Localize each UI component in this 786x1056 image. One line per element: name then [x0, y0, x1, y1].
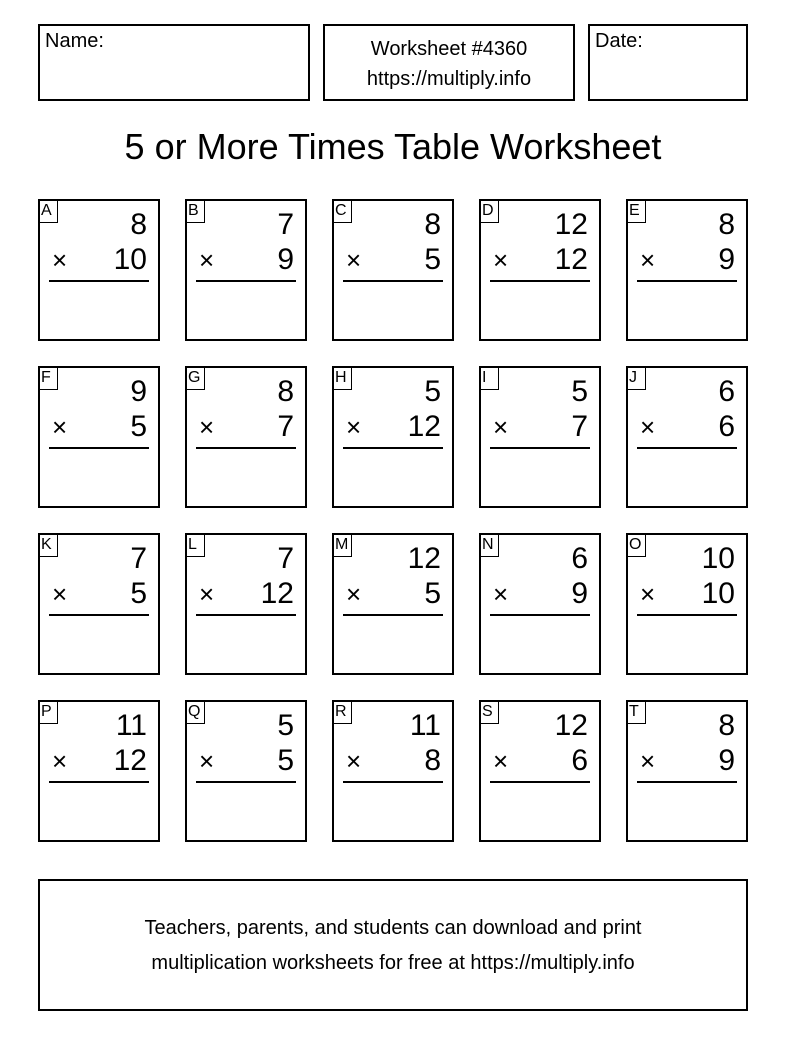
- problem-card: [38, 700, 160, 842]
- problem-letter: S: [479, 700, 499, 724]
- problem-letter: C: [332, 199, 352, 223]
- times-sign: ×: [640, 746, 656, 776]
- answer-line: [490, 614, 590, 616]
- multiplier: 12: [113, 744, 147, 777]
- times-sign: ×: [199, 412, 215, 442]
- multiplicand: 7: [130, 542, 147, 575]
- multiplicand: 8: [718, 208, 735, 241]
- footer-text: [40, 911, 746, 981]
- multiplicand: 5: [277, 709, 294, 742]
- problem-card: [479, 700, 601, 842]
- problem-letter: R: [332, 700, 352, 724]
- multiplier: 5: [130, 410, 147, 443]
- problem-letter: H: [332, 366, 352, 390]
- problem-letter: E: [626, 199, 646, 223]
- answer-line: [343, 614, 443, 616]
- problem-grid: [38, 199, 748, 842]
- footer-line-2: multiplication worksheets for free at https://multiply.info: [151, 952, 635, 974]
- problem-card: [479, 199, 601, 341]
- times-sign: ×: [199, 579, 215, 609]
- answer-line: [343, 781, 443, 783]
- times-sign: ×: [493, 245, 509, 275]
- problem-letter: F: [38, 366, 58, 390]
- problem-letter: O: [626, 533, 646, 557]
- multiplier: 9: [571, 577, 588, 610]
- multiplier: 5: [424, 577, 441, 610]
- multiplicand: 7: [277, 542, 294, 575]
- answer-line: [490, 447, 590, 449]
- answer-line: [49, 614, 149, 616]
- multiplicand: 6: [718, 375, 735, 408]
- multiplier: 9: [277, 243, 294, 276]
- problem-card: [38, 199, 160, 341]
- times-sign: ×: [640, 579, 656, 609]
- problem-card: [332, 366, 454, 508]
- problem-card: [479, 366, 601, 508]
- problem-card: [626, 199, 748, 341]
- problem-card: [38, 366, 160, 508]
- answer-line: [343, 280, 443, 282]
- multiplier: 12: [554, 243, 588, 276]
- multiplier: 5: [277, 744, 294, 777]
- name-field-box: [38, 24, 310, 101]
- worksheet-url: https://multiply.info: [366, 68, 532, 90]
- multiplicand: 11: [409, 709, 441, 742]
- answer-line: [49, 447, 149, 449]
- answer-line: [196, 781, 296, 783]
- problem-letter: G: [185, 366, 205, 390]
- multiplicand: 8: [277, 375, 294, 408]
- answer-line: [196, 447, 296, 449]
- multiplier: 8: [424, 744, 441, 777]
- worksheet-info-box: [323, 24, 575, 101]
- name-label: Name:: [45, 30, 104, 52]
- answer-line: [196, 614, 296, 616]
- multiplier: 10: [113, 243, 147, 276]
- problem-letter: I: [479, 366, 499, 390]
- times-sign: ×: [346, 245, 362, 275]
- problem-letter: N: [479, 533, 499, 557]
- problem-letter: A: [38, 199, 58, 223]
- times-sign: ×: [52, 245, 68, 275]
- answer-line: [637, 781, 737, 783]
- times-sign: ×: [493, 746, 509, 776]
- problem-card: [332, 533, 454, 675]
- multiplicand: 8: [718, 709, 735, 742]
- multiplicand: 7: [277, 208, 294, 241]
- times-sign: ×: [52, 412, 68, 442]
- multiplicand: 8: [424, 208, 441, 241]
- multiplier: 5: [130, 577, 147, 610]
- problem-letter: B: [185, 199, 205, 223]
- problem-letter: K: [38, 533, 58, 557]
- times-sign: ×: [640, 412, 656, 442]
- problem-letter: D: [479, 199, 499, 223]
- multiplier: 12: [260, 577, 294, 610]
- page-title: 5 or More Times Table Worksheet: [124, 126, 662, 167]
- multiplicand: 8: [130, 208, 147, 241]
- times-sign: ×: [346, 746, 362, 776]
- multiplier: 10: [701, 577, 735, 610]
- problem-card: [185, 533, 307, 675]
- problem-letter: M: [332, 533, 352, 557]
- multiplier: 12: [407, 410, 441, 443]
- multiplicand: 9: [130, 375, 147, 408]
- problem-letter: J: [626, 366, 646, 390]
- multiplier: 5: [424, 243, 441, 276]
- times-sign: ×: [493, 412, 509, 442]
- multiplicand: 12: [554, 208, 588, 241]
- multiplier: 7: [277, 410, 294, 443]
- multiplier: 6: [718, 410, 735, 443]
- answer-line: [196, 280, 296, 282]
- multiplicand: 5: [571, 375, 588, 408]
- multiplier: 9: [718, 243, 735, 276]
- times-sign: ×: [493, 579, 509, 609]
- multiplier: 9: [718, 744, 735, 777]
- multiplicand: 6: [571, 542, 588, 575]
- answer-line: [637, 614, 737, 616]
- multiplicand: 10: [701, 542, 735, 575]
- times-sign: ×: [346, 579, 362, 609]
- date-field-box: [588, 24, 748, 101]
- multiplier: 6: [571, 744, 588, 777]
- problem-card: [38, 533, 160, 675]
- answer-line: [490, 280, 590, 282]
- answer-line: [637, 280, 737, 282]
- times-sign: ×: [199, 245, 215, 275]
- date-label: Date:: [595, 30, 643, 52]
- problem-letter: P: [38, 700, 58, 724]
- problem-card: [185, 366, 307, 508]
- footer-line-1: Teachers, parents, and students can download and print: [144, 917, 642, 939]
- problem-card: [626, 700, 748, 842]
- problem-card: [185, 700, 307, 842]
- answer-line: [490, 781, 590, 783]
- times-sign: ×: [640, 245, 656, 275]
- answer-line: [49, 781, 149, 783]
- problem-letter: L: [185, 533, 205, 557]
- times-sign: ×: [199, 746, 215, 776]
- footer-box: [38, 879, 748, 1011]
- problem-card: [626, 366, 748, 508]
- problem-letter: Q: [185, 700, 205, 724]
- answer-line: [637, 447, 737, 449]
- problem-card: [626, 533, 748, 675]
- multiplicand: 12: [407, 542, 441, 575]
- multiplicand: 11: [115, 709, 147, 742]
- multiplier: 7: [571, 410, 588, 443]
- problem-letter: T: [626, 700, 646, 724]
- times-sign: ×: [52, 746, 68, 776]
- multiplicand: 12: [554, 709, 588, 742]
- worksheet-id: Worksheet #4360: [370, 38, 528, 60]
- problem-card: [185, 199, 307, 341]
- answer-line: [49, 280, 149, 282]
- problem-card: [332, 199, 454, 341]
- problem-card: [479, 533, 601, 675]
- times-sign: ×: [346, 412, 362, 442]
- problem-card: [332, 700, 454, 842]
- multiplicand: 5: [424, 375, 441, 408]
- answer-line: [343, 447, 443, 449]
- times-sign: ×: [52, 579, 68, 609]
